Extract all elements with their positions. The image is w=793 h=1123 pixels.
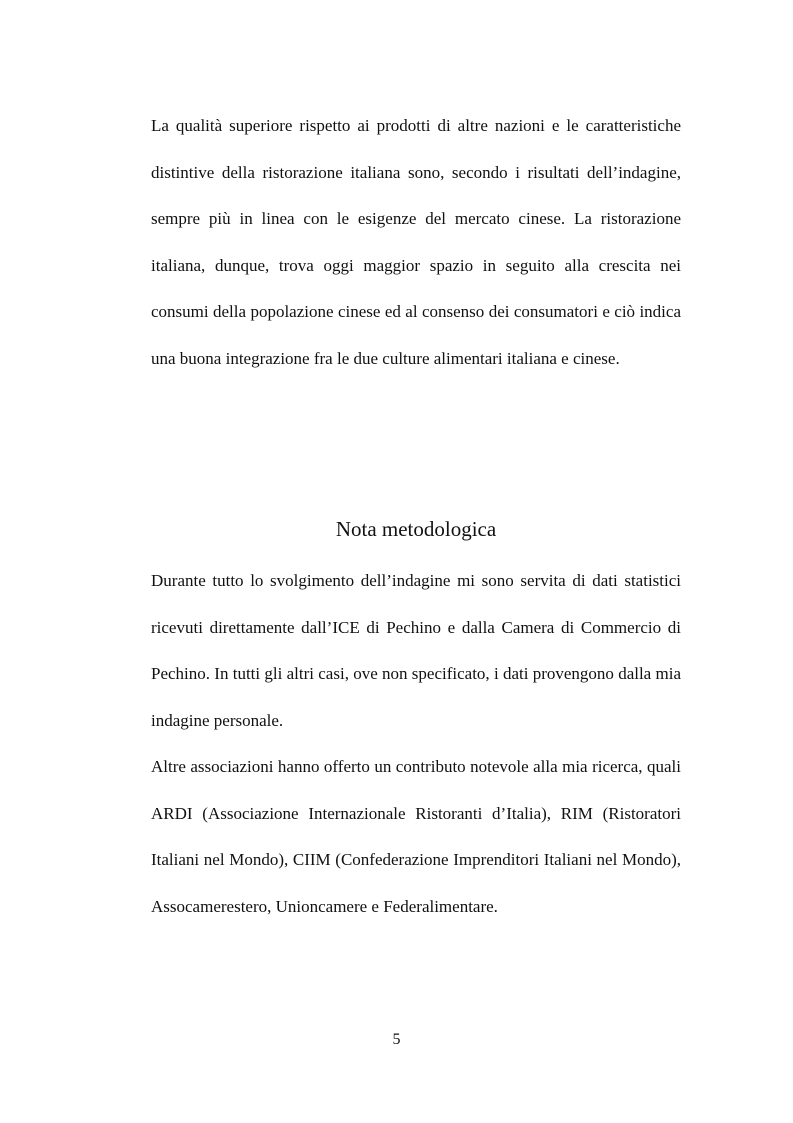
section-heading: Nota metodologica xyxy=(335,517,497,541)
paragraph-associations: Altre associazioni hanno offerto un contributo notevole alla mia ricerca, quali ARDI (Associazione Internazionale Ristoranti d’Italia), RIM (Ristoratori Italiani nel Mondo), CIIM (Confederazione Imprenditori Italiani nel Mondo), Assocamerestero, Unioncamere e Federalimentare. xyxy=(151,757,681,916)
page-number: 5 xyxy=(392,1031,401,1048)
paragraph-data-sources: Durante tutto lo svolgimento dell’indagine mi sono servita di dati statistici ricevuti direttamente dall’ICE di Pechino e dalla Camera di Commercio di Pechino. In tutti gli altri casi, ove non specificato, i dati provengono dalla mia indagine personale. xyxy=(151,571,681,730)
paragraph-quality-integration: La qualità superiore rispetto ai prodotti di altre nazioni e le caratteristiche distintive della ristorazione italiana sono, secondo i risultati dell’indagine, sempre più in linea con le esigenze del mercato cinese. La ristorazione italiana, dunque, trova oggi maggior spazio in seguito alla crescita nei consumi della popolazione cinese ed al consenso dei consumatori e ciò indica una buona integrazione fra le due culture alimentari italiana e cinese. xyxy=(151,116,681,368)
